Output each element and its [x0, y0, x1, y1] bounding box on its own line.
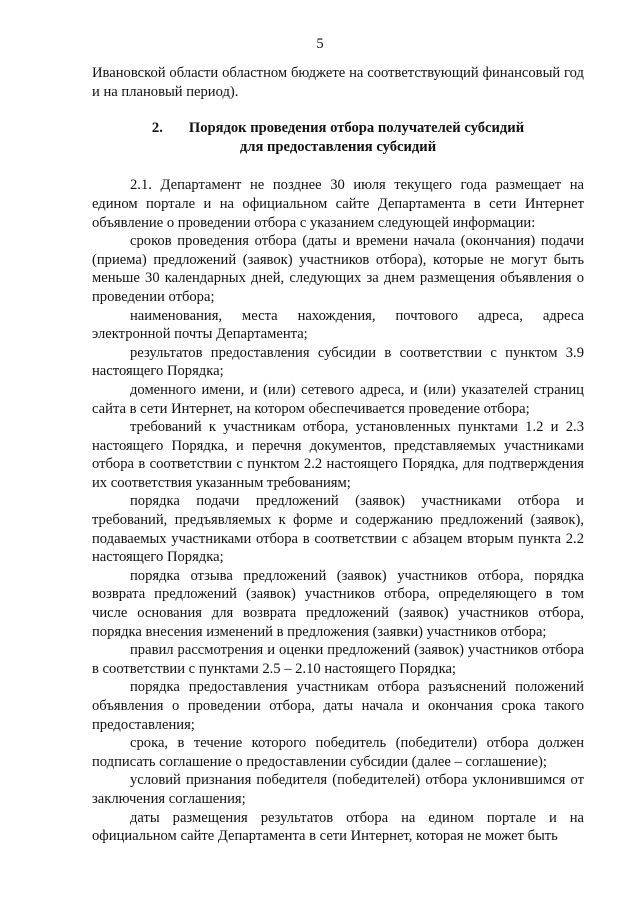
paragraph: результатов предоставления субсидии в соответствии с пунктом 3.9 настоящего Порядка;	[92, 344, 584, 380]
paragraph: правил рассмотрения и оценки предложений (заявок) участников отбора в соответствии с пунктами 2.5 – 2.10 настоящего Порядка;	[92, 642, 584, 677]
section-heading	[92, 119, 584, 156]
paragraph: срока, в течение которого победитель (победители) отбора должен подписать соглашение о предоставлении субсидии (далее – соглашение);	[92, 735, 584, 770]
paragraph: порядка подачи предложений (заявок) участниками отбора и требований, предъявляемых к форме и содержанию предложений (заявок), подаваемых участниками отбора в соответствии с абзацем вторым пункта 2.2 настоящего Порядка;	[92, 493, 584, 566]
paragraph: 2.1. Департамент не позднее 30 июля текущего года размещает на едином портале и на официальном сайте Департамента в сети Интернет объявление о проведении отбора с указанием следующей информации:	[92, 177, 584, 231]
paragraph: доменного имени, и (или) сетевого адреса, и (или) указателей страниц сайта в сети Интернет, на котором обеспечивается проведение отбора;	[92, 381, 584, 417]
paragraph: порядка отзыва предложений (заявок) участников отбора, порядка возврата предложений (заявок) участников отбора, определяющего в том числе основания для возврата предложений (заявок) участников отбора, порядка внесения изменений в предложения (заявки) участников отбора;	[92, 567, 584, 640]
paragraph: даты размещения результатов отбора на едином портале и на официальном сайте Департамента в сети Интернет, которая не может быть	[92, 809, 584, 845]
section-title-line-2: для предоставления субсидий	[239, 138, 437, 155]
document-body	[92, 64, 584, 846]
intro-paragraph: Ивановской области областном бюджете на соответствующий финансовый год и на плановый период).	[92, 65, 584, 100]
section-title-line-1: Порядок проведения отбора получателей субсидий	[188, 120, 525, 137]
paragraph: порядка предоставления участникам отбора разъяснений положений объявления о проведении отбора, даты начала и окончания срока такого предоставления;	[92, 679, 584, 733]
paragraph: сроков проведения отбора (даты и времени начала (окончания) подачи (приема) предложений (заявок) участников отбора), которые не могут быть меньше 30 календарных дней, следующих за днем размещения объявления о проведении отбора;	[92, 233, 584, 305]
paragraph: требований к участникам отбора, установленных пунктами 1.2 и 2.3 настоящего Порядка, и перечня документов, представляемых участниками отбора в соответствии с пунктом 2.2 настоящего Порядка, для подтверждения их соответствия указанным требованиям;	[92, 419, 584, 491]
paragraph: наименования, места нахождения, почтового адреса, адреса электронной почты Департамента;	[92, 307, 584, 343]
paragraph: условий признания победителя (победителей) отбора уклонившимся от заключения соглашения;	[92, 772, 584, 807]
section-number: 2.	[151, 120, 163, 137]
section-heading-line-1	[92, 119, 584, 138]
page-number: 5	[316, 36, 324, 52]
